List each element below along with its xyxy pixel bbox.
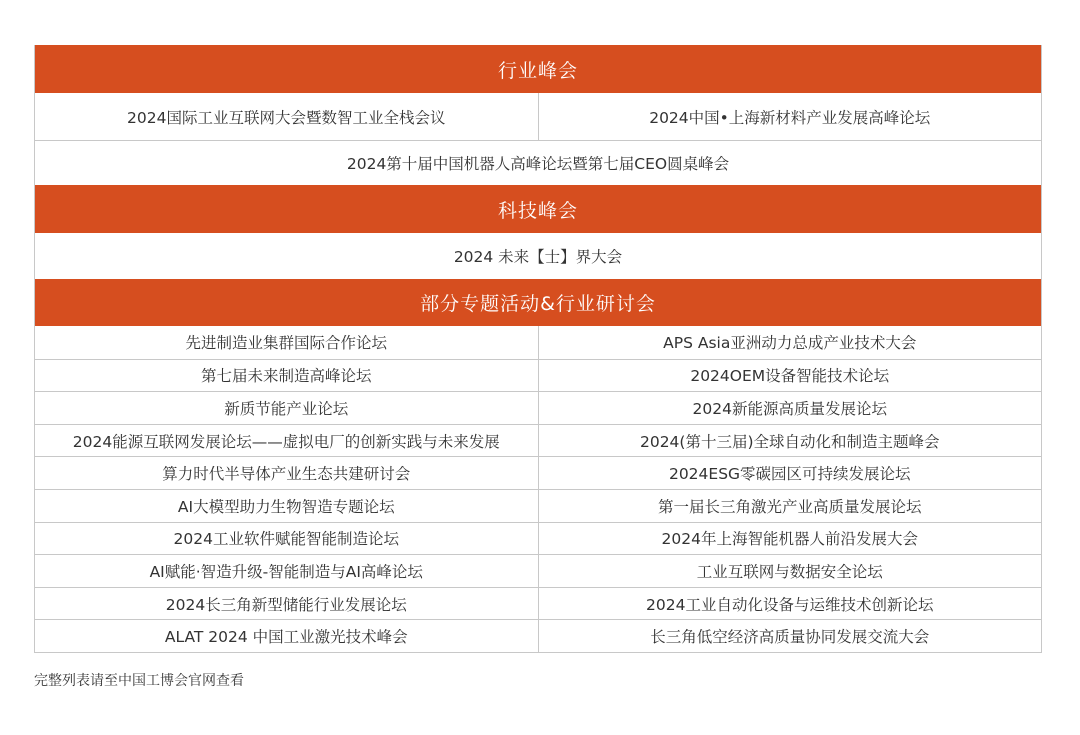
table-cell: 长三角低空经济高质量协同发展交流大会 bbox=[538, 620, 1042, 652]
table-cell: 2024ESG零碳园区可持续发展论坛 bbox=[538, 457, 1042, 489]
section-header-tech-summit: 科技峰会 bbox=[35, 185, 1041, 233]
table-row bbox=[35, 522, 1041, 555]
table-cell: 工业互联网与数据安全论坛 bbox=[538, 555, 1042, 587]
table-row bbox=[35, 359, 1041, 392]
table-row bbox=[35, 456, 1041, 489]
table-row bbox=[35, 489, 1041, 522]
table-cell: 2024工业自动化设备与运维技术创新论坛 bbox=[538, 588, 1042, 620]
table-row bbox=[35, 140, 1041, 185]
table-cell: 2024 未来【士】界大会 bbox=[453, 248, 623, 266]
table-cell: 第一届长三角激光产业高质量发展论坛 bbox=[538, 490, 1042, 522]
table-cell: 先进制造业集群国际合作论坛 bbox=[185, 334, 387, 353]
table-cell: 2024新能源高质量发展论坛 bbox=[538, 392, 1042, 424]
table-cell: 2024年上海智能机器人前沿发展大会 bbox=[538, 523, 1042, 555]
table-cell: 2024中国•上海新材料产业发展高峰论坛 bbox=[538, 93, 1042, 140]
table-cell: 第七届未来制造高峰论坛 bbox=[200, 367, 372, 386]
table-cell: 2024国际工业互联网大会暨数智工业全栈会议 bbox=[127, 108, 446, 127]
table-cell: AI大模型助力生物智造专题论坛 bbox=[177, 497, 395, 516]
table-row bbox=[35, 554, 1041, 587]
table-row bbox=[35, 326, 1041, 359]
table-row bbox=[35, 233, 1041, 279]
table-cell: ALAT 2024 中国工业激光技术峰会 bbox=[164, 628, 408, 647]
table-cell: AI赋能·智造升级-智能制造与AI高峰论坛 bbox=[149, 562, 423, 581]
table-cell: 2024工业软件赋能智能制造论坛 bbox=[173, 530, 399, 549]
table-cell: 2024(第十三届)全球自动化和制造主题峰会 bbox=[538, 425, 1042, 457]
table-cell: 算力时代半导体产业生态共建研讨会 bbox=[162, 465, 411, 484]
table-row bbox=[35, 93, 1041, 140]
table-row bbox=[35, 587, 1041, 620]
table-cell: 2024第十届中国机器人高峰论坛暨第七届CEO圆桌峰会 bbox=[346, 155, 730, 173]
table-cell: 新质节能产业论坛 bbox=[224, 399, 349, 418]
section-header-industry-summit: 行业峰会 bbox=[35, 45, 1041, 93]
table-row bbox=[35, 391, 1041, 424]
table-cell: APS Asia亚洲动力总成产业技术大会 bbox=[538, 326, 1042, 359]
table-cell: 2024OEM设备智能技术论坛 bbox=[538, 360, 1042, 392]
events-table bbox=[34, 45, 1042, 653]
table-row bbox=[35, 619, 1041, 652]
table-cell: 2024能源互联网发展论坛——虚拟电厂的创新实践与未来发展 bbox=[72, 432, 500, 451]
table-cell: 2024长三角新型储能行业发展论坛 bbox=[165, 595, 407, 614]
table-row bbox=[35, 424, 1041, 457]
footnote: 完整列表请至中国工博会官网查看 bbox=[34, 673, 244, 689]
section-header-special-events: 部分专题活动&行业研讨会 bbox=[35, 279, 1041, 326]
